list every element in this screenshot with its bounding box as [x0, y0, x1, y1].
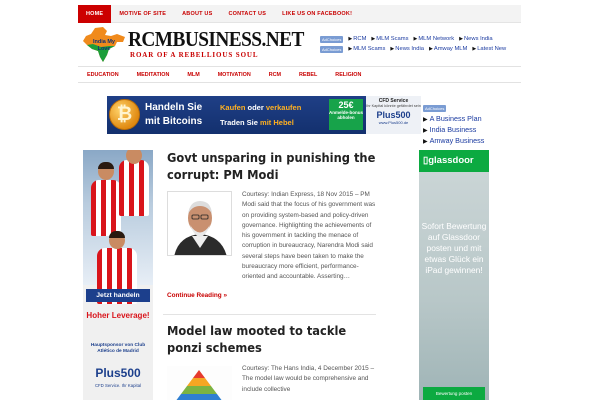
bitcoin-icon: ₿ — [109, 99, 140, 130]
article-card — [167, 323, 377, 393]
nav-facebook[interactable]: LIKE US ON FACEBOOK! — [282, 11, 353, 17]
ad-link[interactable]: ▶News India — [390, 46, 424, 52]
article-title[interactable]: Govt unsparing in punishing the corrupt: PM Modi — [167, 151, 376, 182]
category-religion[interactable]: RELIGION — [335, 72, 362, 78]
right-skyscraper-ad[interactable] — [419, 150, 489, 400]
ad-link[interactable]: ▶Latest New — [472, 46, 507, 52]
left-skyscraper-ad[interactable] — [83, 150, 153, 400]
play-arrow-icon: ▶ — [348, 46, 353, 52]
right-ad-text: Sofort Bewertung auf Glassdoor posten und mit etwas Glück ein iPad gewinnen! — [421, 221, 487, 275]
jetzt-handeln-button[interactable]: Jetzt handeln — [86, 289, 150, 302]
adchoices-badge[interactable]: AdChoices — [322, 36, 342, 42]
continue-reading-link[interactable]: Continue Reading » — [167, 292, 228, 299]
plus500-logo: Plus500 — [95, 366, 141, 380]
ad-links-row-2 — [320, 44, 506, 54]
site-name: RCMBUSINESS.NET — [128, 27, 304, 51]
nav-about-us[interactable]: ABOUT US — [182, 11, 213, 17]
play-arrow-icon: ▶ — [371, 36, 376, 42]
banner-tagline-2: Traden Sie mit Hebel — [220, 118, 294, 127]
banner-ad[interactable] — [107, 96, 421, 134]
pyramid-diagram-image — [167, 366, 232, 400]
play-arrow-icon: ▶ — [423, 128, 428, 134]
play-arrow-icon: ▶ — [348, 36, 353, 42]
play-arrow-icon: ▶ — [459, 36, 463, 42]
nav-contact-us[interactable]: CONTACT US — [228, 11, 267, 17]
left-ad-footer: CFD Service. Ihr Kapital — [94, 383, 142, 388]
play-arrow-icon: ▶ — [423, 117, 428, 123]
article-title[interactable]: Model law mooted to tackle ponzi schemes — [167, 324, 347, 355]
side-ad-link[interactable]: ▶ Amway Business — [423, 136, 485, 145]
india-badge-text: India My Love — [92, 39, 115, 52]
bewertung-button[interactable]: Bewertung posten — [423, 387, 485, 400]
ad-link[interactable]: ▶Amway MLM — [428, 46, 468, 52]
article-thumbnail[interactable] — [167, 366, 232, 400]
category-rcm[interactable]: RCM — [268, 72, 282, 78]
glassdoor-door-icon: ▯ — [423, 155, 429, 166]
play-arrow-icon: ▶ — [390, 46, 395, 52]
banner-headline-1: Handeln Sie — [145, 102, 203, 113]
side-ad-link[interactable]: ▶ India Business — [423, 125, 477, 134]
banner-tagline-1: Kaufen oder verkaufen — [220, 103, 302, 112]
ad-link[interactable]: ▶MLM Scams — [371, 36, 409, 42]
side-ad-link[interactable]: ▶ A Business Plan — [423, 114, 482, 123]
category-education[interactable]: EDUCATION — [87, 72, 119, 78]
portrait-image — [168, 192, 232, 256]
play-arrow-icon: ▶ — [423, 139, 428, 145]
nav-home[interactable]: HOME — [78, 5, 111, 23]
article-excerpt: Courtesy: Indian Express, 18 Nov 2015 – PM Modi said that the focus of his government was on providing system-based and policy-driven governance. Highlighting the achievements of his government in tackling the menace of corruption in bureaucracy, Narendra Modi said several steps have been taken to make the bureaucracy more efficient, performance-oriented and accountable. Asserting… — [242, 191, 376, 281]
category-rebel[interactable]: REBEL — [299, 72, 318, 78]
play-arrow-icon: ▶ — [472, 46, 477, 52]
site-tagline: ROAR OF A REBELLIOUS SOUL — [130, 51, 259, 59]
bonus-badge[interactable]: 25€ Anmelde-bonus abholen — [329, 99, 363, 130]
side-ad-links — [423, 95, 523, 147]
play-arrow-icon: ▶ — [428, 46, 433, 52]
play-arrow-icon: ▶ — [413, 36, 418, 42]
plus500-logo: Plus500 — [376, 109, 411, 120]
adchoices-badge[interactable]: AdChoices — [322, 46, 342, 52]
ad-links-row-1 — [320, 34, 493, 44]
article-divider — [163, 314, 376, 315]
article-excerpt: Courtesy: The Hans India, 4 December 2015 – The model law would be comprehensive and include collective — [242, 365, 375, 393]
top-nav — [78, 5, 521, 23]
ad-link[interactable]: ▶News India — [459, 36, 493, 42]
nav-motive-of-site[interactable]: MOTIVE OF SITE — [119, 11, 167, 17]
glassdoor-logo: ▯glassdoor — [419, 150, 489, 172]
site-logo[interactable] — [80, 27, 304, 67]
article-card — [167, 150, 377, 299]
category-nav — [78, 66, 521, 83]
left-ad-sponsor: Hauptsponsor von Club Atlético de Madrid — [90, 343, 146, 354]
category-meditation[interactable]: MEDITATION — [136, 72, 170, 78]
article-thumbnail[interactable] — [167, 191, 232, 256]
left-ad-headline: Hoher Leverage! — [86, 311, 150, 320]
football-players-image — [83, 150, 153, 285]
category-mlm[interactable]: MLM — [187, 72, 200, 78]
ad-link[interactable]: ▶MLM Network — [413, 36, 455, 42]
ad-link[interactable]: ▶RCM — [348, 36, 367, 42]
adchoices-badge[interactable]: AdChoices — [425, 106, 445, 111]
category-motivation[interactable]: MOTIVATION — [217, 72, 251, 78]
ad-link[interactable]: ▶MLM Scams — [348, 46, 386, 52]
cfd-panel: CFD Service Ihr Kapital könnte gefährdet sein Plus500 www.Plus500.de — [366, 96, 421, 134]
banner-headline-2: mit Bitcoins — [145, 116, 203, 127]
